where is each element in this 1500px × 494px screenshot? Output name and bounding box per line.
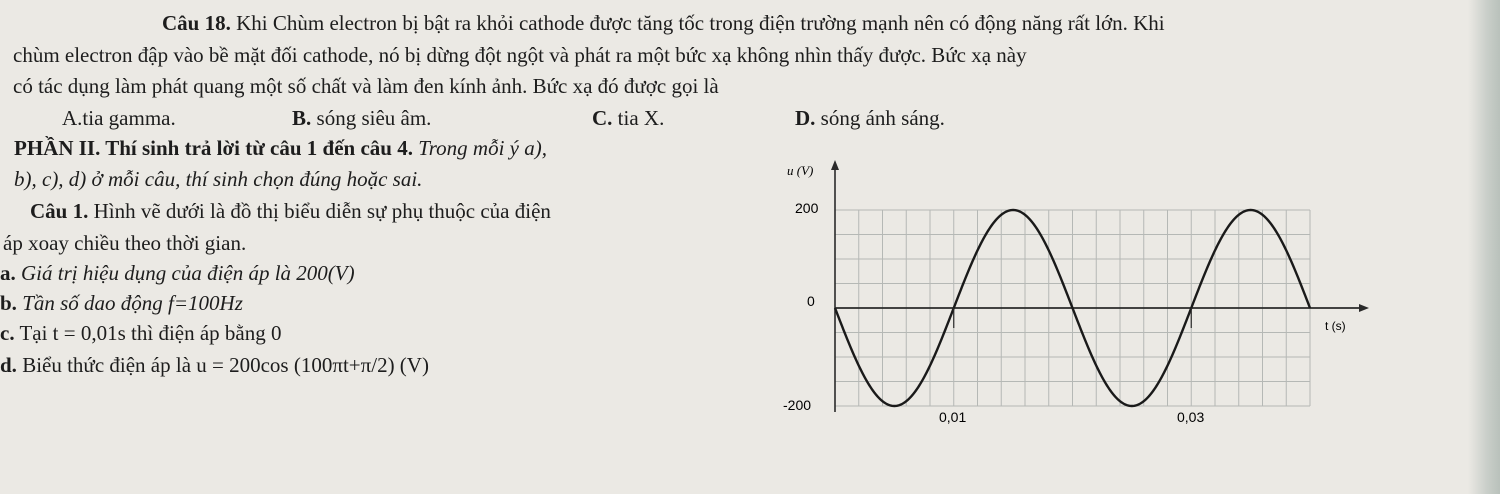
- part2-instr2: b), c), d) ở mỗi câu, thí sinh chọn đúng hoặc sai.: [14, 167, 423, 191]
- q1-label: Câu 1.: [30, 199, 89, 223]
- x-axis-label: t (s): [1325, 319, 1346, 333]
- q1-text1: Hình vẽ dưới là đồ thị biểu diễn sự phụ thuộc của điện: [88, 199, 551, 223]
- y-axis-arrow: [831, 160, 839, 170]
- q1-statement-c[interactable]: [0, 323, 282, 344]
- option-b-text: sóng siêu âm.: [311, 106, 432, 130]
- option-d[interactable]: [795, 106, 945, 131]
- part2-heading: PHẦN II. Thí sinh trả lời từ câu 1 đến câu 4.: [14, 136, 413, 160]
- q1-line1: [30, 201, 551, 222]
- option-c-key: C.: [592, 106, 613, 130]
- x-tick-0-03: 0,03: [1177, 409, 1205, 425]
- option-d-text: sóng ánh sáng.: [815, 106, 945, 130]
- stmt-b-text: Tần số dao động f=100Hz: [16, 291, 243, 315]
- option-b-key: B.: [292, 106, 312, 130]
- voltage-time-chart: [775, 150, 1375, 440]
- y-tick-minus-200: -200: [783, 397, 812, 413]
- q1-text2: áp xoay chiều theo thời gian.: [3, 231, 247, 255]
- option-c[interactable]: [592, 106, 664, 131]
- q18-text3: có tác dụng làm phát quang một số chất và làm đen kính ảnh. Bức xạ đó được gọi là: [13, 74, 719, 98]
- stmt-c-key: c.: [0, 321, 15, 345]
- x-tick-0-01: 0,01: [939, 409, 967, 425]
- q18-text1: Khi Chùm electron bị bật ra khỏi cathode được tăng tốc trong điện trường mạnh nên có động năng rất lớn. Khi: [236, 11, 1165, 35]
- stmt-c-text: Tại t = 0,01s thì điện áp bằng 0: [14, 321, 282, 345]
- option-b[interactable]: [292, 106, 431, 131]
- option-a-text: tia gamma.: [82, 106, 176, 130]
- part2-instr1: Trong mỗi ý a),: [412, 136, 547, 160]
- stmt-a-key: a.: [0, 261, 16, 285]
- stmt-b-key: b.: [0, 291, 17, 315]
- y-tick-0: 0: [807, 293, 815, 309]
- q18-line1: [162, 13, 1165, 34]
- stmt-d-text: Biểu thức điện áp là u = 200cos (100πt+π/2) (V): [16, 353, 429, 377]
- page-edge-shadow: [1468, 0, 1500, 494]
- q1-statement-b[interactable]: [0, 293, 243, 314]
- q18-text2: chùm electron đập vào bề mặt đối cathode, nó bị dừng đột ngột và phát ra một bức xạ không nhìn thấy được. Bức xạ này: [13, 43, 1027, 67]
- q1-statement-d[interactable]: [0, 355, 429, 376]
- q18-label: Câu 18.: [162, 11, 231, 35]
- y-axis-label: u (V): [787, 163, 814, 178]
- option-a[interactable]: [62, 106, 176, 131]
- y-tick-200: 200: [795, 200, 819, 216]
- option-d-key: D.: [795, 106, 816, 130]
- option-a-key: A.: [62, 106, 83, 130]
- part2-heading-line: [14, 138, 547, 159]
- part2-instr-line2: [14, 169, 422, 190]
- option-c-text: tia X.: [612, 106, 665, 130]
- q18-line2: [13, 45, 1027, 66]
- q1-statement-a[interactable]: [0, 263, 355, 284]
- stmt-d-key: d.: [0, 353, 17, 377]
- q1-line2: [3, 233, 246, 254]
- stmt-a-text: Giá trị hiệu dụng của điện áp là 200(V): [15, 261, 355, 285]
- x-axis-arrow: [1359, 304, 1369, 312]
- q18-line3: [13, 76, 719, 97]
